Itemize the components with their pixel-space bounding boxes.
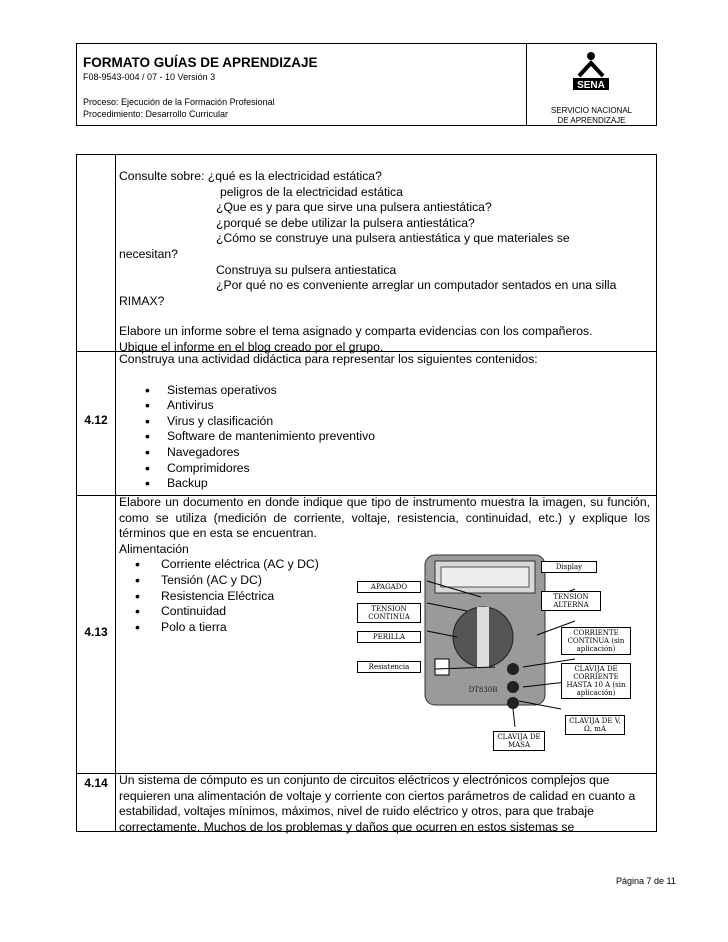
label-perilla: PERILLA (357, 631, 421, 643)
label-tension-alterna: TENSION ALTERNA (541, 591, 601, 611)
question-line: peligros de la electricidad estática (220, 184, 403, 199)
document-header (76, 43, 657, 126)
sena-logo-block (527, 44, 656, 125)
list-item: • Polo a tierra (119, 620, 650, 636)
label-resistencia: Resistencia (357, 661, 421, 673)
activity-intro: Elabore un documento en donde indique que tipo de instrumento muestra la imagen, su función, como se utiliza (medición de corriente, voltaje, resistencia, continuidad, etc.) y explique los términos que en esta se encuentran. (119, 495, 650, 541)
question-line: ¿Por qué no es conveniente arreglar un computador sentados en una silla (216, 278, 617, 293)
list-heading: Alimentación (119, 541, 189, 556)
question-line: necesitan? (119, 246, 178, 261)
label-clavija-masa: CLAVIJA DE MASA (493, 731, 545, 751)
sena-logo-icon (567, 50, 615, 98)
question-line: Consulte sobre: ¿qué es la electricidad estática? (119, 169, 382, 183)
list-item: • Sistemas operativos (119, 383, 650, 399)
list-item: • Continuidad (119, 604, 650, 620)
instruction-line: Ubique el informe en el blog creado por el grupo. (119, 339, 384, 354)
content-list (119, 383, 650, 492)
label-model: DT830B (468, 686, 498, 694)
question-line: ¿Que es y para que sirve una pulsera antiestática? (216, 200, 492, 215)
logo-text: SENA (577, 80, 605, 91)
instruction-line: Elabore un informe sobre el tema asignado y comparta evidencias con los compañeros. (119, 324, 593, 339)
page-number: Página 7 de 11 (616, 876, 676, 886)
row-414-content (119, 773, 650, 835)
row-412-content (119, 352, 650, 492)
document-title: FORMATO GUÍAS DE APRENDIZAJE (83, 55, 318, 70)
label-corriente-continua: CORRIENTE CONTINUA (sin aplicación) (561, 627, 631, 655)
sena-org-name (527, 106, 656, 126)
multimeter-image (351, 551, 651, 761)
list-item: • Comprimidores (119, 461, 650, 477)
list-item: • Virus y clasificación (119, 414, 650, 430)
org-line-2: DE APRENDIZAJE (557, 116, 626, 125)
list-item: • Corriente eléctrica (AC y DC) (119, 557, 650, 573)
org-line-1: SERVICIO NACIONAL (550, 106, 633, 115)
process-info (83, 96, 520, 120)
label-apagado: APAGADO (357, 581, 421, 593)
paragraph: Un sistema de cómputo es un conjunto de circuitos eléctricos y electrónicos complejos que requieren una alimentación de voltaje y corriente con ciertos parámetros de calidad en cuanto a estabilidad, voltajes mínimos, máximos, nivel de ruido eléctrico y otros, para que trabaje correctamente. Muchos de los problemas y daños que ocurren en estos sistemas se (119, 773, 636, 834)
question-line: RIMAX? (119, 293, 165, 308)
row-statics-content (119, 169, 650, 356)
process-line: Proceso: Ejecución de la Formación Profesional (83, 97, 275, 107)
question-line: ¿porqué se debe utilizar la pulsera antiestática? (216, 215, 475, 230)
list-item: • Navegadores (119, 445, 650, 461)
procedure-line: Procedimiento: Desarrollo Curricular (83, 109, 229, 119)
header-info (77, 44, 527, 125)
activities-table (76, 154, 657, 832)
list-item: • Resistencia Eléctrica (119, 589, 650, 605)
row-number: 4.14 (84, 776, 108, 790)
question-line: ¿Cómo se construye una pulsera antiestática y que materiales se (216, 231, 570, 246)
list-item: • Backup (119, 476, 650, 492)
row-number: 4.12 (84, 413, 108, 427)
label-clavija-v: CLAVIJA DE V, Ω, mA (565, 715, 625, 735)
label-display: Display (541, 561, 597, 573)
list-item: • Tensión (AC y DC) (119, 573, 650, 589)
activity-intro: Construya una actividad didáctica para representar los siguientes contenidos: (119, 352, 538, 366)
list-item: • Antivirus (119, 398, 650, 414)
question-line: Construya su pulsera antiestatica (216, 262, 397, 277)
label-tension-continua: TENSION CONTINUA (357, 603, 421, 623)
document-code: F08-9543-004 / 07 - 10 Versión 3 (83, 72, 216, 82)
row-number: 4.13 (84, 625, 108, 639)
label-clavija-corriente: CLAVIJA DE CORRIENTE HASTA 10 A (sin aplicación) (561, 663, 631, 699)
list-item: • Software de mantenimiento preventivo (119, 429, 650, 445)
column-divider (115, 155, 116, 831)
